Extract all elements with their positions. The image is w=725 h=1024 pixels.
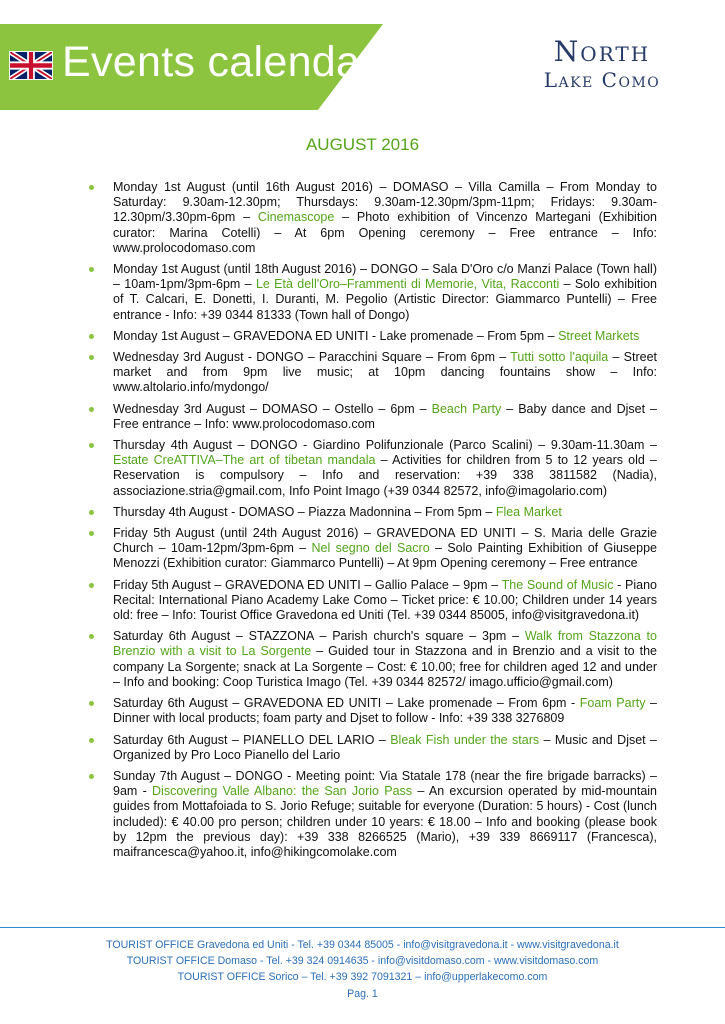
event-item [89, 505, 657, 520]
event-title: Discovering Valle Albano: the San Jorio Pass [152, 784, 413, 799]
event-text: Monday 1st August (until 18th August 2016) – DONGO – Sala D'Oro c/o Manzi Palace (Town hall) – 10am-1pm/3pm-6pm – [113, 262, 657, 292]
event-item [89, 578, 657, 624]
event-item [89, 262, 657, 323]
event-title: Flea Market [495, 504, 562, 519]
events-list [89, 180, 657, 866]
event-item [89, 180, 657, 256]
footer-office-sorico: TOURIST OFFICE Sorico – Tel. +39 392 7091321 – info@upperlakecomo.com [177, 971, 548, 983]
event-text: Friday 5th August (until 24th August 2016) – GRAVEDONA ED UNITI – S. Maria delle Grazie Church – 10am-12pm/3pm-6pm – [113, 526, 657, 556]
event-text: Saturday 6th August – GRAVEDONA ED UNITI – Lake promenade – From 6pm - [113, 696, 580, 711]
brand-line-1: North [553, 35, 651, 68]
event-title: The Sound of Music [501, 577, 614, 592]
event-item [89, 733, 657, 763]
brand-logo [497, 36, 707, 92]
event-title: Le Età dell'Oro–Frammenti di Memorie, Vita, Racconti [255, 277, 560, 292]
event-text: Thursday 4th August - DOMASO – Piazza Madonnina – From 5pm – [113, 504, 496, 519]
event-text: Monday 1st August – GRAVEDONA ED UNITI - Lake promenade – From 5pm – [113, 328, 559, 343]
event-title: Estate CreATTIVA–The art of tibetan mandala [113, 453, 376, 468]
event-details: – Dinner with local products; foam party and Djset to follow - Info: +39 338 3276809 [113, 696, 657, 726]
event-details: – Activities for children from 5 to 12 years old – Reservation is compulsory – Info and reservation: +39 338 3811582 (Nadia), associazione.stria@gmail.com, Info Point Imago (+39 0344 82572, info@imagolario.com) [113, 453, 657, 498]
event-title: Foam Party [579, 696, 646, 711]
event-item [89, 329, 657, 344]
footer-divider [0, 927, 725, 928]
event-details: – Solo Painting Exhibition of Giuseppe Menozzi (Exhibition curator: Giammarco Puntelli) – At 9pm Opening ceremony – Free entrance [113, 541, 657, 571]
event-details: – Solo exhibition of T. Calcari, E. Donetti, I. Duranti, M. Pegolio (Artistic Director: Giammarco Puntelli) – Free entrance - Info: +39 0344 81333 (Town hall of Dongo) [113, 277, 658, 322]
uk-flag-icon [9, 51, 53, 80]
event-text: Wednesday 3rd August – DOMASO – Ostello – 6pm – [113, 401, 432, 416]
page-footer [0, 937, 725, 985]
event-details: – An excursion operated by mid-mountain guides from Mottafoiada to S. Jorio Refuge; suitable for everyone (Duration: 5 hours) - Cost (lunch included): € 40.00 pro person; children under 10 years: € 18.00 – Info and booking (please book by 12pm the previous day): +39 338 8266525 (Mario), +39 339 8669117 (Francesca), maifrancesca@yahoo.it, info@hikingcomolake.com [113, 784, 657, 859]
event-title: Walk from Stazzona to Brenzio with a visit to La Sorgente [113, 629, 657, 659]
event-item [89, 402, 657, 432]
event-text: Sunday 7th August – DONGO - Meeting point: Via Statale 178 (near the fire brigade barracks) – 9am - [113, 768, 657, 799]
event-details: – Street market and from 9pm live music; at 10pm dancing fountains show – Info: www.altolario.info/mydongo/ [113, 350, 658, 395]
event-text: Monday 1st August (until 16th August 2016) – DOMASO – Villa Camilla – From Monday to Saturday: 9.30am-12.30pm; Thursdays: 9.30am-12.30pm/3pm-11pm; Fridays: 9.30am-12.30pm/3.30pm-6pm – [113, 180, 657, 225]
event-text: Thursday 4th August – DONGO - Giardino Polifunzionale (Parco Scalini) – 9.30am-11.30am – [113, 438, 657, 453]
page-header [0, 0, 725, 112]
event-title: Beach Party [431, 401, 502, 416]
footer-office-gravedona: TOURIST OFFICE Gravedona ed Uniti - Tel. +39 0344 85005 - info@visitgravedona.it - www.visitgravedona.it [106, 939, 619, 951]
event-details: – Baby dance and Djset – Free entrance – Info: www.prolocodomaso.com [113, 401, 658, 431]
event-text: Friday 5th August – GRAVEDONA ED UNITI – Gallio Palace – 9pm – [113, 577, 502, 592]
event-text: Wednesday 3rd August - DONGO – Paracchini Square – From 6pm – [113, 350, 511, 365]
event-details: – Photo exhibition of Vincenzo Martegani (Exhibition curator: Marina Cotelli) – At 6pm Opening ceremony – Free entrance – Info: www.prolocodomaso.com [113, 210, 657, 255]
page-number: Pag. 1 [347, 988, 378, 1000]
event-title: Cinemascope [257, 210, 335, 225]
event-item [89, 350, 657, 396]
event-details: - Piano Recital: International Piano Academy Lake Como – Ticket price: € 10.00; Children under 14 years old: free – Info: Tourist Office Gravedona ed Uniti (Tel. +39 0344 85005, info@visitgravedona.it) [113, 577, 657, 623]
event-item [89, 629, 657, 690]
brand-line-2: Lake Como [543, 68, 661, 92]
event-details: – Music and Djset – Organized by Pro Loco Pianello del Lario [113, 732, 657, 762]
event-item [89, 438, 657, 499]
month-heading: AUGUST 2016 [305, 135, 420, 154]
event-title: Tutti sotto l'aquila [510, 350, 609, 365]
event-title: Street Markets [558, 328, 640, 343]
footer-office-domaso: TOURIST OFFICE Domaso - Tel. +39 324 0914635 - info@visitdomaso.com - www.visitdomaso.com [126, 955, 599, 967]
event-item [89, 526, 657, 572]
event-item [89, 769, 657, 860]
event-text: Saturday 6th August – STAZZONA – Parish church's square – 3pm – [113, 629, 525, 644]
event-text: Saturday 6th August – PIANELLO DEL LARIO – [113, 732, 391, 747]
event-details: – Guided tour in Stazzona and in Brenzio and a visit to the company La Sorgente; snack at La Sorgente – Cost: € 10.00; free for children aged 12 and under – Info and booking: Coop Turistica Imago (Tel. +39 0344 82572/ imago.ufficio@gmail.com) [113, 644, 657, 689]
page-title: Events calendar [62, 38, 375, 86]
event-title: Nel segno del Sacro [311, 541, 430, 556]
event-title: Bleak Fish under the stars [390, 732, 540, 747]
event-item [89, 696, 657, 726]
